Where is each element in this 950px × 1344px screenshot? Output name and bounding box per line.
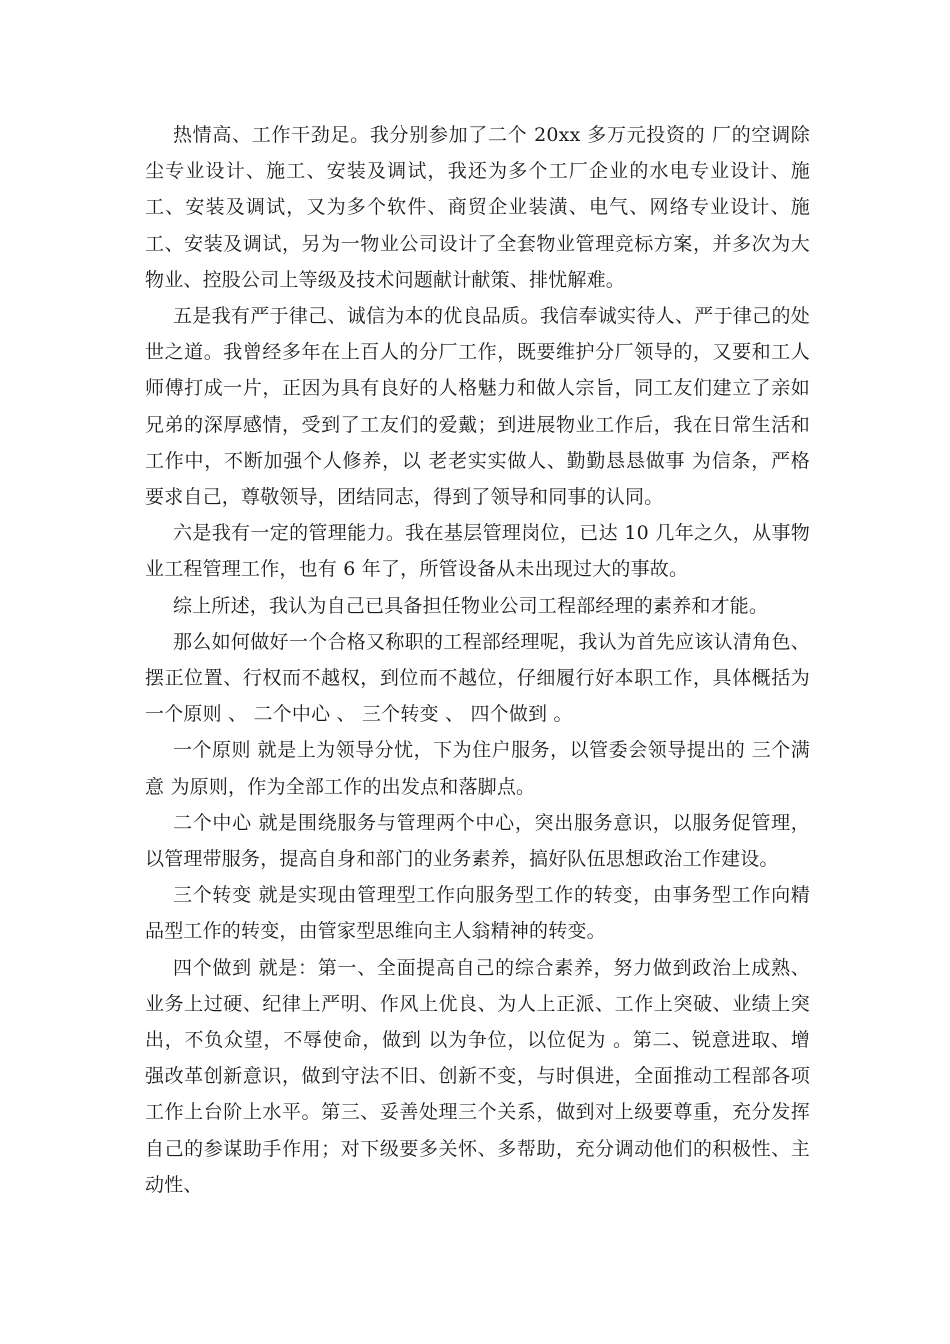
paragraph: 四个做到 就是：第一、全面提高自己的综合素养，努力做到政治上成熟、业务上过硬、纪律上严明、作风上优良、为人上正派、工作上突破、业绩上突出，不负众望，不辱使命，做到 以为争位，以位促为 。第二、锐意进取、增强改革创新意识，做到守法不旧、创新不变，与时俱进，全面推动工程部各项工作上台阶上水平。第三、妥善处理三个关系，做到对上级要尊重，充分发挥自己的参谋助手作用；对下级要多关怀、多帮助，充分调动他们的积极性、主动性、 xyxy=(145,956,810,1196)
paragraph: 一个原则 就是上为领导分忧，下为住户服务，以管委会领导提出的 三个满意 为原则，作为全部工作的出发点和落脚点。 xyxy=(145,739,810,798)
paragraph: 热情高、工作干劲足。我分别参加了二个 20xx 多万元投资的 厂的空调除尘专业设计、施工、安装及调试，我还为多个工厂企业的水电专业设计、施工、安装及调试，又为多个软件、商贸企业装潢、电气、网络专业设计、施工、安装及调试，另为一物业公司设计了全套物业管理竞标方案，并多次为大物业、控股公司上等级及技术问题献计献策、排忧解难。 xyxy=(145,124,810,291)
document-body xyxy=(145,117,810,1203)
paragraph: 五是我有严于律己、诚信为本的优良品质。我信奉诚实待人、严于律己的处世之道。我曾经多年在上百人的分厂工作，既要维护分厂领导的，又要和工人师傅打成一片，正因为具有良好的人格魅力和做人宗旨，同工友们建立了亲如兄弟的深厚感情，受到了工友们的爱戴；到进展物业工作后，我在日常生活和工作中，不断加强个人修养，以 老老实实做人、勤勤恳恳做事 为信条，严格要求自己，尊敬领导，团结同志，得到了领导和同事的认同。 xyxy=(145,305,810,509)
paragraph: 综上所述，我认为自己已具备担任物业公司工程部经理的素养和才能。 xyxy=(173,594,769,617)
paragraph: 三个转变 就是实现由管理型工作向服务型工作的转变，由事务型工作向精品型工作的转变，由管家型思维向主人翁精神的转变。 xyxy=(145,884,810,943)
paragraph: 那么如何做好一个合格又称职的工程部经理呢，我认为首先应该认清角色、摆正位置、行权而不越权，到位而不越位，仔细履行好本职工作，具体概括为 一个原则 、 二个中心 、 三个转变 、 四个做到 。 xyxy=(145,630,810,726)
paragraph: 六是我有一定的管理能力。我在基层管理岗位，已达 10 几年之久，从事物业工程管理工作，也有 6 年了，所管设备从未出现过大的事故。 xyxy=(145,522,810,581)
paragraph: 二个中心 就是围绕服务与管理两个中心，突出服务意识，以服务促管理，以管理带服务，提高自身和部门的业务素养，搞好队伍思想政治工作建设。 xyxy=(145,811,810,871)
